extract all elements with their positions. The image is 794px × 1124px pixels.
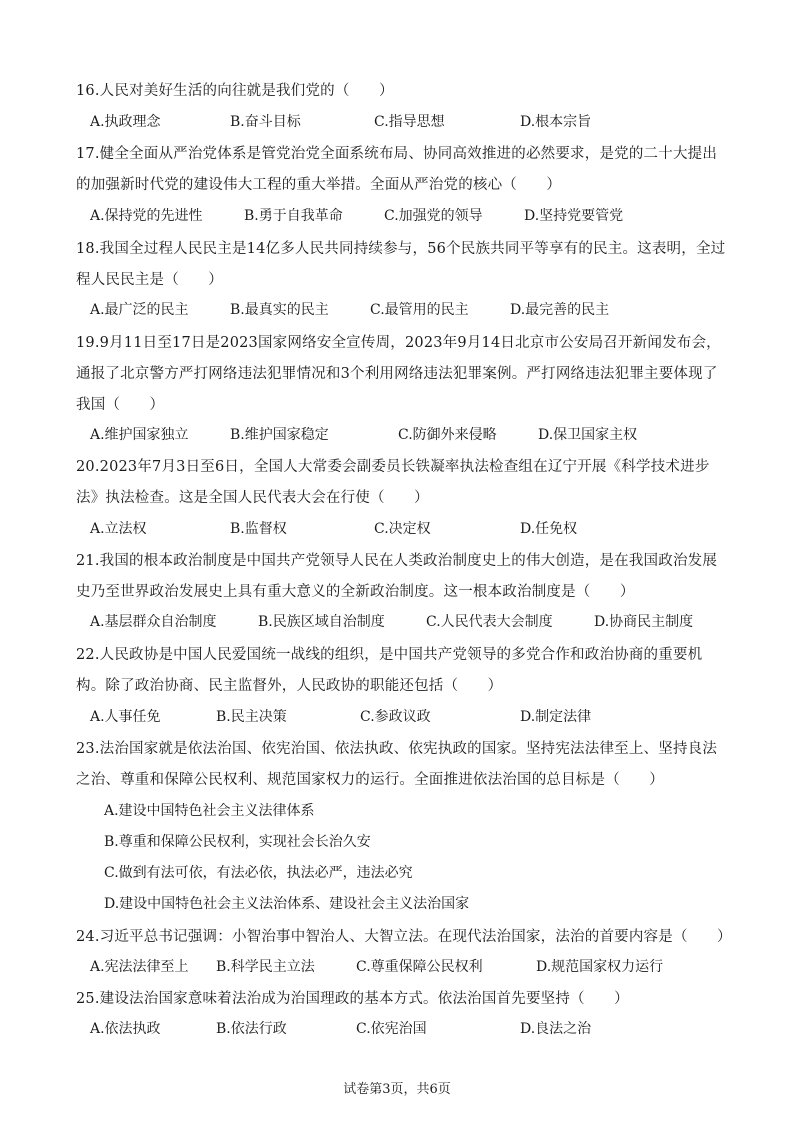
option-a: A.人事任免 <box>90 709 161 725</box>
option-a: A.建设中国特色社会主义法律体系 <box>104 803 315 819</box>
question-23-stem: 23.法治国家就是依法治国、依宪治国、依法执政、依宪执政的国家。坚持宪法法律至上、坚持良法之治、尊重和保障公民权利、规范国家权力的运行。全面推进依法治国的总目标是（ ） <box>76 741 718 788</box>
option-b: B.民主决策 <box>216 709 287 725</box>
question-24-stem: 24.习近平总书记强调：小智治事中智治人、大智立法。在现代法治国家，法治的首要内容是（ ） <box>76 929 732 945</box>
option-c: C.最管用的民主 <box>370 302 469 318</box>
option-c: C.尊重保障公民权利 <box>356 959 483 975</box>
option-d: D.任免权 <box>520 521 578 537</box>
question-18-options <box>90 298 730 322</box>
option-a: A.依法执政 <box>90 1021 161 1037</box>
question-16-stem: 16.人民对美好生活的向往就是我们党的（ ） <box>76 83 394 99</box>
option-d: D.根本宗旨 <box>520 114 592 130</box>
question-21-options <box>90 610 730 634</box>
option-b: B.奋斗目标 <box>230 114 301 130</box>
option-c: C.做到有法可依，有法必依，执法必严，违法必究 <box>104 865 413 881</box>
option-c: C.防御外来侵略 <box>398 427 497 443</box>
option-a: A.执政理念 <box>90 114 161 130</box>
option-d: D.规范国家权力运行 <box>536 959 664 975</box>
option-b: B.维护国家稳定 <box>230 427 329 443</box>
option-b: B.监督权 <box>230 521 287 537</box>
option-a: A.最广泛的民主 <box>90 302 189 318</box>
question-17-options <box>90 204 730 228</box>
question-18-stem: 18.我国全过程人民民主是14亿多人民共同持续参与，56个民族共同平等享有的民主。这表明，全过程人民民主是（ ） <box>76 241 726 288</box>
option-b: B.勇于自我革命 <box>244 208 343 224</box>
option-a: A.基层群众自治制度 <box>90 614 217 630</box>
option-c: C.依宪治国 <box>356 1021 427 1037</box>
option-b: B.最真实的民主 <box>230 302 329 318</box>
question-19-stem: 19.9月11日至17日是2023国家网络安全宣传周，2023年9月14日北京市公安局召开新闻发布会，通报了北京警方严打网络违法犯罪情况和3个利用网络违法犯罪案例。严打网络违法犯罪主要体现了我国（ ） <box>76 335 721 413</box>
question-24-options <box>90 955 730 979</box>
option-d: D.良法之治 <box>520 1021 592 1037</box>
option-c: C.人民代表大会制度 <box>426 614 553 630</box>
question-22-options <box>90 705 730 729</box>
option-c: C.指导思想 <box>374 114 445 130</box>
question-21-stem: 21.我国的根本政治制度是中国共产党领导人民在人类政治制度史上的伟大创造，是在我国政治发展史乃至世界政治发展史上具有重大意义的全新政治制度。这一根本政治制度是（ ） <box>76 553 718 600</box>
question-22-stem: 22.人民政协是中国人民爱国统一战线的组织，是中国共产党领导的多党合作和政治协商的重要机构。除了政治协商、民主监督外，人民政协的职能还包括（ ） <box>76 647 703 694</box>
page-footer: 试卷第3页，共6页 <box>343 1082 451 1097</box>
option-b: B.民族区域自治制度 <box>258 614 385 630</box>
question-19-options <box>90 423 730 447</box>
option-d: D.制定法律 <box>520 709 592 725</box>
option-a: A.保持党的先进性 <box>90 208 203 224</box>
option-c: C.加强党的领导 <box>384 208 483 224</box>
option-d: D.协商民主制度 <box>594 614 694 630</box>
option-d: D.坚持党要管党 <box>524 208 624 224</box>
option-c: C.参政议政 <box>360 709 431 725</box>
question-20-stem: 20.2023年7月3日至6日，全国人大常委会副委员长铁凝率执法检查组在辽宁开展《科学技术进步法》执法检查。这是全国人民代表大会在行使（ ） <box>76 459 710 506</box>
question-16-options <box>90 110 730 134</box>
question-20-options <box>90 517 730 541</box>
option-d: D.最完善的民主 <box>510 302 610 318</box>
option-a: A.宪法法律至上 <box>90 959 189 975</box>
option-b: B.尊重和保障公民权利，实现社会长治久安 <box>104 834 371 850</box>
question-17-stem: 17.健全全面从严治党体系是管党治党全面系统布局、协同高效推进的必然要求，是党的二十大提出的加强新时代党的建设伟大工程的重大举措。全面从严治党的核心（ ） <box>76 146 718 193</box>
option-a: A.维护国家独立 <box>90 427 189 443</box>
option-d: D.保卫国家主权 <box>538 427 638 443</box>
option-b: B.依法行政 <box>216 1021 287 1037</box>
question-25-stem: 25.建设法治国家意味着法治成为治国理政的基本方式。依法治国首先要坚持（ ） <box>76 991 629 1007</box>
option-a: A.立法权 <box>90 521 147 537</box>
option-c: C.决定权 <box>374 521 431 537</box>
option-d: D.建设中国特色社会主义法治体系、建设社会主义法治国家 <box>104 896 470 912</box>
option-b: B.科学民主立法 <box>216 959 315 975</box>
question-25-options <box>90 1017 730 1041</box>
